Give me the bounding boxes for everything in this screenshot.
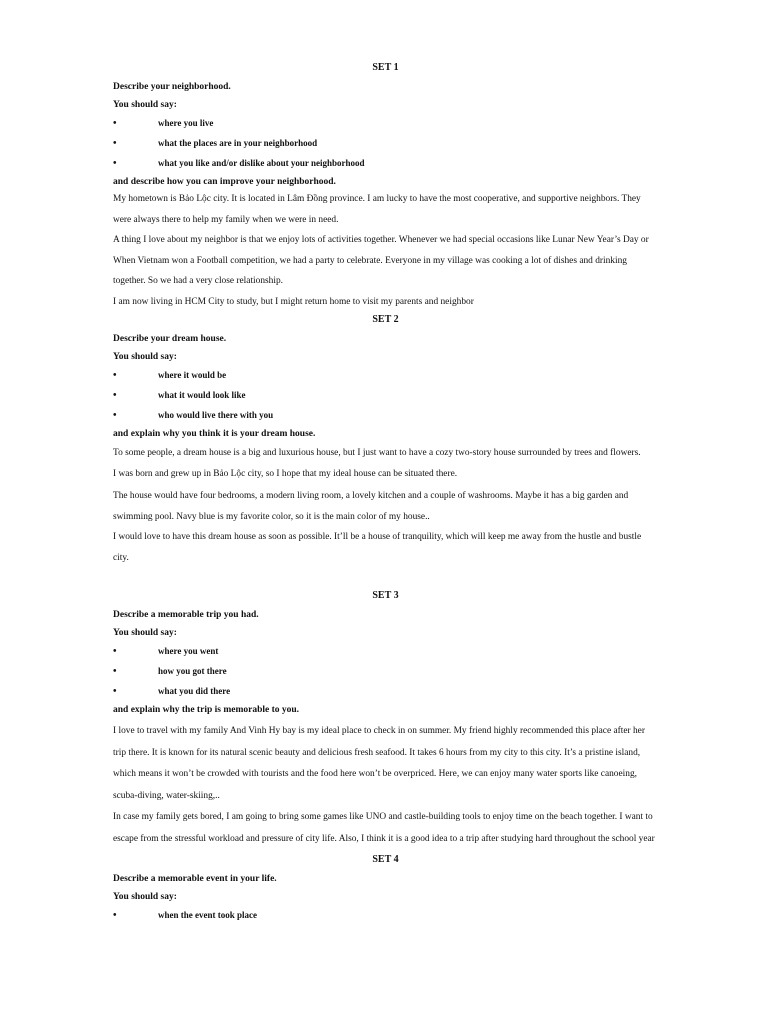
set-1-bullet [113,138,658,148]
set-2-answer-paragraph: I was born and grew up in Bảo Lộc city, so I hope that my ideal house can be situated there. [113,468,458,479]
set-3-bullet [113,666,658,676]
bullet-text: where you went [158,646,219,656]
set-2-answer-paragraph: To some people, a dream house is a big and luxurious house, but I just want to have a cozy two-story house surrounded by trees and flowers. [113,448,641,458]
set-4-prompt: Describe a memorable event in your life. [113,874,277,884]
set-4-bullet [113,910,658,920]
set-3-prompt: Describe a memorable trip you had. [113,610,259,620]
bullet-text: what you like and/or dislike about your neighborhood [158,158,365,168]
set-3-bullet [113,646,658,656]
set-4-should-say: You should say: [113,892,177,902]
document-page [113,62,658,920]
set-3-title: SET 3 [372,590,399,601]
set-1-should-say: You should say: [113,100,177,110]
bullet-text: when the event took place [158,910,257,920]
bullet-text: who would live there with you [158,410,274,420]
set-3-should-say: You should say: [113,628,177,638]
set-2-title: SET 2 [372,314,399,325]
bullet-icon: • [113,118,117,129]
set-2-bullet [113,370,658,380]
bullet-text: what the places are in your neighborhood [158,138,318,148]
bullet-icon: • [113,666,117,677]
set-1-answer-paragraph: A thing I love about my neighbor is that we enjoy lots of activities together. Whenever we had special occasions like Lunar New Year’s Day or When Vietnam won a Football competition, we had a party to celebrate. Everyone in my village was cooking a lot of dishes and drinking together. So we had a very close relationship. [113,235,649,286]
set-1-prompt: Describe your neighborhood. [113,82,231,92]
set-4-title: SET 4 [372,854,399,865]
bullet-icon: • [113,410,117,421]
set-3-closing: and explain why the trip is memorable to you. [113,705,300,715]
bullet-text: what you did there [158,686,231,696]
set-1-answer-paragraph: My hometown is Bảo Lộc city. It is located in Lâm Đồng province. I am lucky to have the most cooperative, and supportive neighbors. They were always there to help my family when we were in need. [113,194,641,225]
bullet-text: how you got there [158,666,227,676]
bullet-icon: • [113,646,117,657]
bullet-text: where you live [158,118,214,128]
bullet-text: where it would be [158,370,227,380]
set-1-title: SET 1 [372,62,399,73]
bullet-icon: • [113,370,117,381]
bullet-icon: • [113,390,117,401]
set-1-bullet [113,158,658,168]
set-2-answer-paragraph: The house would have four bedrooms, a modern living room, a lovely kitchen and a couple of washrooms. Maybe it has a big garden and swimming pool. Navy blue is my favorite color, so it is the main color of my house.. [113,491,629,522]
set-2-bullet [113,410,658,420]
set-1-closing: and describe how you can improve your neighborhood. [113,177,336,187]
set-2-should-say: You should say: [113,352,177,362]
bullet-icon: • [113,910,117,921]
set-2-closing: and explain why you think it is your dream house. [113,429,316,439]
set-2-answer-paragraph: I would love to have this dream house as soon as possible. It’ll be a house of tranquility, which will keep me away from the hustle and bustle city. [113,532,642,563]
set-1-bullet [113,118,658,128]
set-2-bullet [113,390,658,400]
set-3-answer-paragraph: In case my family gets bored, I am going to bring some games like UNO and castle-building tools to enjoy time on the beach together. I want to escape from the stressful workload and pressure of city life. Also, I think it is a good idea to a trip after studying hard throughout the school year [113,812,655,844]
set-1-answer-paragraph: I am now living in HCM City to study, but I might return home to visit my parents and neighbor [113,296,474,307]
set-2-prompt: Describe your dream house. [113,334,227,344]
bullet-text: what it would look like [158,390,246,400]
set-3-bullet [113,686,658,696]
bullet-icon: • [113,686,117,697]
bullet-icon: • [113,138,117,149]
bullet-icon: • [113,158,117,169]
set-3-answer-paragraph: I love to travel with my family And Vinh Hy bay is my ideal place to check in on summer. My friend highly recommended this place after her trip there. It is known for its natural scenic beauty and delicious fresh seafood. It takes 6 hours from my city to this city. It’s a pristine island, which means it won’t be crowded with tourists and the food here won’t be overpriced. Here, we can enjoy many water sports like canoeing, scuba-diving, water-skiing,.. [113,726,645,801]
